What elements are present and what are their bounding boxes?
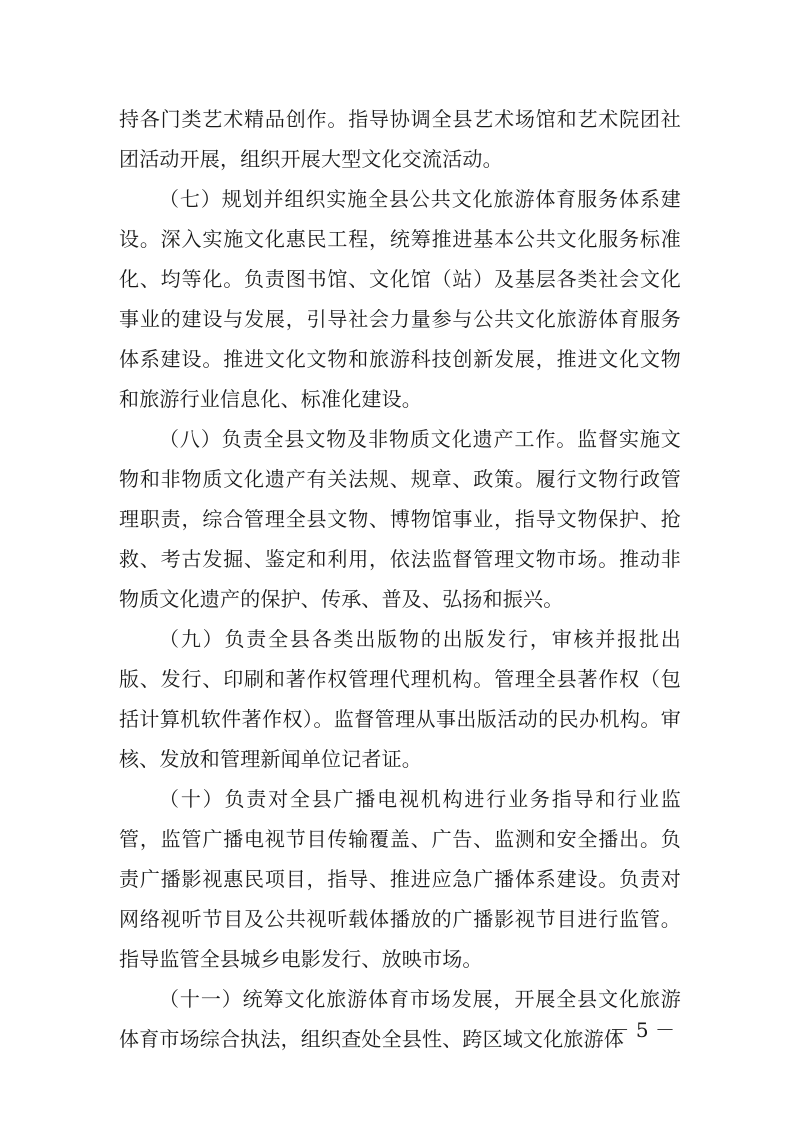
paragraph-item-8: （八）负责全县文物及非物质文化遗产工作。监督实施文物和非物质文化遗产有关法规、规章、政策。履行文物行政管理职责，综合管理全县文物、博物馆事业，指导文物保护、抢救、考古发掘、鉴定和利用，依法监督管理文物市场。推动非物质文化遗产的保护、传承、普及、弘扬和振兴。 (119, 427, 681, 611)
paragraph-item-10: （十）负责对全县广播电视机构进行业务指导和行业监管，监管广播电视节目传输覆盖、广告、监测和安全播出。负责广播影视惠民项目，指导、推进应急广播体系建设。负责对网络视听节目及公共视听载体播放的广播影视节目进行监管。指导监管全县城乡电影发行、放映市场。 (119, 787, 681, 971)
paragraph-continuation: 持各门类艺术精品创作。指导协调全县艺术场馆和艺术院团社团活动开展，组织开展大型文化交流活动。 (119, 107, 681, 171)
body-text (119, 99, 681, 1059)
paragraph-item-11: （十一）统筹文化旅游体育市场发展，开展全县文化旅游体育市场综合执法，组织查处全县性、跨区域文化旅游体 (119, 987, 681, 1051)
paragraph-item-7: （七）规划并组织实施全县公共文化旅游体育服务体系建设。深入实施文化惠民工程，统筹推进基本公共文化服务标准化、均等化。负责图书馆、文化馆（站）及基层各类社会文化事业的建设与发展，引导社会力量参与公共文化旅游体育服务体系建设。推进文化文物和旅游科技创新发展，推进文化文物和旅游行业信息化、标准化建设。 (119, 187, 681, 411)
paragraph-item-9: （九）负责全县各类出版物的出版发行，审核并报批出版、发行、印刷和著作权管理代理机构。管理全县著作权（包括计算机软件著作权）。监督管理从事出版活动的民办机构。审核、发放和管理新闻单位记者证。 (119, 627, 681, 771)
page-number: － 5 － (609, 1018, 675, 1042)
